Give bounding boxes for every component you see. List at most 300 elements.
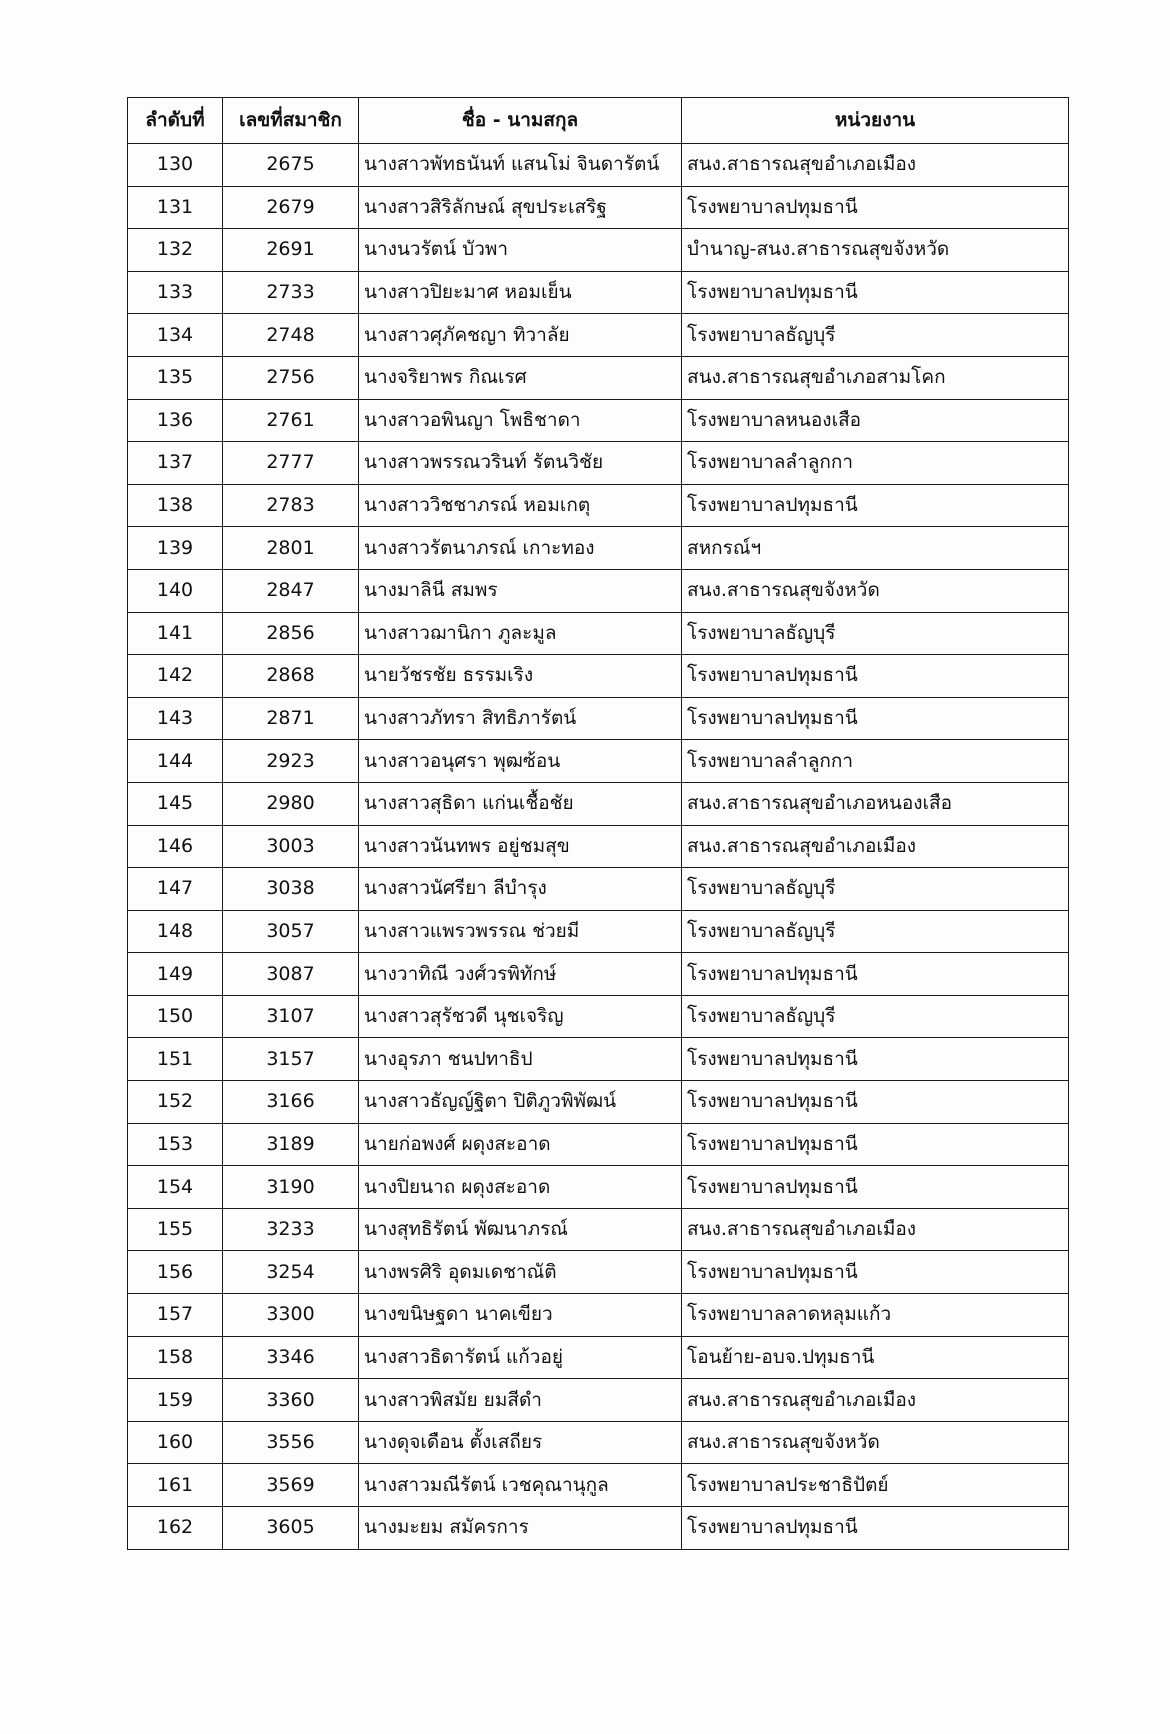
full-name-cell bbox=[359, 442, 682, 485]
agency-cell bbox=[682, 569, 1069, 612]
agency-cell bbox=[682, 995, 1069, 1038]
sequence-cell bbox=[128, 868, 223, 911]
full-name-cell-text: นางอุรภา ชนปทาธิป bbox=[364, 1047, 533, 1070]
full-name-cell bbox=[359, 484, 682, 527]
agency-cell-text: โรงพยาบาลธัญบุรี bbox=[687, 919, 836, 942]
agency-cell bbox=[682, 356, 1069, 399]
agency-cell bbox=[682, 655, 1069, 698]
header-member-number: เลขที่สมาชิก bbox=[223, 98, 359, 144]
full-name-cell bbox=[359, 868, 682, 911]
member-number-cell bbox=[223, 271, 359, 314]
agency-cell-text: โรงพยาบาลหนองเสือ bbox=[687, 408, 862, 431]
table-row bbox=[128, 1464, 1069, 1507]
full-name-cell-text: นางปิยนาถ ผดุงสะอาด bbox=[364, 1175, 551, 1198]
table-row bbox=[128, 1251, 1069, 1294]
table-row bbox=[128, 1123, 1069, 1166]
member-number-cell bbox=[223, 782, 359, 825]
sequence-cell-text: 161 bbox=[156, 1473, 194, 1496]
full-name-cell bbox=[359, 1038, 682, 1081]
sequence-cell bbox=[128, 1379, 223, 1422]
full-name-cell-text: นางสาวมณีรัตน์ เวชคุณานุกูล bbox=[364, 1473, 609, 1496]
table-row bbox=[128, 953, 1069, 996]
sequence-cell bbox=[128, 612, 223, 655]
table-row bbox=[128, 399, 1069, 442]
member-number-cell bbox=[223, 484, 359, 527]
member-number-cell bbox=[223, 144, 359, 187]
sequence-cell-text: 154 bbox=[156, 1175, 194, 1198]
table-row bbox=[128, 868, 1069, 911]
table-row bbox=[128, 1507, 1069, 1550]
member-number-cell bbox=[223, 868, 359, 911]
sequence-cell bbox=[128, 527, 223, 570]
member-number-cell bbox=[223, 1464, 359, 1507]
agency-cell bbox=[682, 484, 1069, 527]
member-number-cell bbox=[223, 399, 359, 442]
full-name-cell bbox=[359, 1336, 682, 1379]
sequence-cell bbox=[128, 910, 223, 953]
sequence-cell-text: 131 bbox=[156, 195, 194, 218]
agency-cell-text: โรงพยาบาลปทุมธานี bbox=[687, 1132, 858, 1155]
agency-cell bbox=[682, 1294, 1069, 1337]
sequence-cell bbox=[128, 1251, 223, 1294]
agency-cell bbox=[682, 527, 1069, 570]
agency-cell-text: โรงพยาบาลธัญบุรี bbox=[687, 1005, 836, 1028]
full-name-cell bbox=[359, 569, 682, 612]
table-row bbox=[128, 484, 1069, 527]
sequence-cell bbox=[128, 399, 223, 442]
agency-cell-text: บำนาญ-สนง.สาธารณสุขจังหวัด bbox=[687, 238, 950, 261]
full-name-cell bbox=[359, 1251, 682, 1294]
full-name-cell bbox=[359, 612, 682, 655]
full-name-cell-text: นางมะยม สมัครการ bbox=[364, 1516, 529, 1539]
member-number-cell bbox=[223, 442, 359, 485]
member-number-cell bbox=[223, 1379, 359, 1422]
agency-cell bbox=[682, 1123, 1069, 1166]
agency-cell-text: สนง.สาธารณสุขอำเภอเมือง bbox=[687, 153, 917, 176]
sequence-cell bbox=[128, 1208, 223, 1251]
member-number-cell-text: 3166 bbox=[266, 1090, 315, 1113]
member-number-cell bbox=[223, 229, 359, 272]
sequence-cell-text: 156 bbox=[156, 1260, 194, 1283]
agency-cell bbox=[682, 399, 1069, 442]
sequence-cell-text: 134 bbox=[156, 323, 194, 346]
table-row bbox=[128, 229, 1069, 272]
member-number-cell-text: 3346 bbox=[266, 1345, 315, 1368]
member-number-cell-text: 3087 bbox=[266, 962, 315, 985]
sequence-cell bbox=[128, 1507, 223, 1550]
member-number-cell bbox=[223, 1336, 359, 1379]
member-number-cell bbox=[223, 1081, 359, 1124]
agency-cell-text: สหกรณ์ฯ bbox=[687, 536, 762, 559]
member-number-cell-text: 2761 bbox=[266, 408, 315, 431]
full-name-cell-text: นางสาวรัตนาภรณ์ เกาะทอง bbox=[364, 536, 595, 559]
table-row bbox=[128, 655, 1069, 698]
sequence-cell bbox=[128, 655, 223, 698]
full-name-cell-text: นางนวรัตน์ บัวพา bbox=[364, 238, 509, 261]
sequence-cell-text: 153 bbox=[156, 1132, 194, 1155]
sequence-cell-text: 157 bbox=[156, 1303, 194, 1326]
member-number-cell-text: 2756 bbox=[266, 366, 315, 389]
sequence-cell-text: 133 bbox=[156, 281, 194, 304]
agency-cell-text: โรงพยาบาลปทุมธานี bbox=[687, 1516, 858, 1539]
sequence-cell-text: 160 bbox=[156, 1431, 194, 1454]
full-name-cell bbox=[359, 1208, 682, 1251]
table-row bbox=[128, 1421, 1069, 1464]
sequence-cell-text: 151 bbox=[156, 1047, 194, 1070]
full-name-cell-text: นางสาวศุภัคชญา ทิวาลัย bbox=[364, 323, 570, 346]
agency-cell-text: โรงพยาบาลปทุมธานี bbox=[687, 281, 858, 304]
full-name-cell-text: นางสาวพัทธนันท์ แสนโม่ จินดารัตน์ bbox=[364, 153, 660, 176]
agency-cell-text: โรงพยาบาลปทุมธานี bbox=[687, 1090, 858, 1113]
table-row bbox=[128, 1294, 1069, 1337]
agency-cell bbox=[682, 144, 1069, 187]
member-number-cell-text: 2801 bbox=[266, 536, 315, 559]
agency-cell bbox=[682, 1507, 1069, 1550]
member-number-cell bbox=[223, 1294, 359, 1337]
member-number-cell-text: 3038 bbox=[266, 877, 315, 900]
table-row bbox=[128, 527, 1069, 570]
member-number-cell-text: 3300 bbox=[266, 1303, 315, 1326]
member-number-cell-text: 3003 bbox=[266, 834, 315, 857]
member-number-cell bbox=[223, 1038, 359, 1081]
member-number-cell-text: 3107 bbox=[266, 1005, 315, 1028]
full-name-cell-text: นางสาวภัทรา สิทธิภารัตน์ bbox=[364, 707, 577, 730]
table-row bbox=[128, 1038, 1069, 1081]
full-name-cell bbox=[359, 1081, 682, 1124]
table-row bbox=[128, 186, 1069, 229]
member-number-cell-text: 2691 bbox=[266, 238, 315, 261]
agency-cell bbox=[682, 442, 1069, 485]
sequence-cell bbox=[128, 1421, 223, 1464]
sequence-cell-text: 159 bbox=[156, 1388, 194, 1411]
full-name-cell bbox=[359, 825, 682, 868]
full-name-cell-text: นางสาวธัญญ์ฐิตา ปิติภูวพิพัฒน์ bbox=[364, 1090, 617, 1113]
agency-cell bbox=[682, 1081, 1069, 1124]
full-name-cell-text: นางสาวอพินญา โพธิชาดา bbox=[364, 408, 581, 431]
full-name-cell bbox=[359, 229, 682, 272]
table-row bbox=[128, 314, 1069, 357]
member-number-cell-text: 3556 bbox=[266, 1431, 315, 1454]
agency-cell bbox=[682, 868, 1069, 911]
agency-cell-text: โรงพยาบาลธัญบุรี bbox=[687, 877, 836, 900]
member-number-cell-text: 2871 bbox=[266, 707, 315, 730]
table-row bbox=[128, 356, 1069, 399]
sequence-cell bbox=[128, 1294, 223, 1337]
member-number-cell bbox=[223, 1507, 359, 1550]
sequence-cell-text: 138 bbox=[156, 494, 194, 517]
agency-cell-text: โรงพยาบาลลำลูกกา bbox=[687, 451, 854, 474]
table-row bbox=[128, 569, 1069, 612]
member-number-cell-text: 2847 bbox=[266, 579, 315, 602]
sequence-cell-text: 135 bbox=[156, 366, 194, 389]
agency-cell bbox=[682, 314, 1069, 357]
agency-cell bbox=[682, 1379, 1069, 1422]
member-number-cell bbox=[223, 953, 359, 996]
full-name-cell bbox=[359, 953, 682, 996]
sequence-cell bbox=[128, 229, 223, 272]
full-name-cell bbox=[359, 399, 682, 442]
member-number-cell-text: 2980 bbox=[266, 792, 315, 815]
table-row bbox=[128, 612, 1069, 655]
full-name-cell-text: นางสาวอนุศรา พุฒซ้อน bbox=[364, 749, 561, 772]
member-number-cell-text: 2675 bbox=[266, 153, 315, 176]
member-number-cell-text: 3189 bbox=[266, 1132, 315, 1155]
sequence-cell-text: 130 bbox=[156, 153, 194, 176]
sequence-cell-text: 141 bbox=[156, 621, 194, 644]
agency-cell bbox=[682, 697, 1069, 740]
sequence-cell-text: 140 bbox=[156, 579, 194, 602]
member-number-cell bbox=[223, 825, 359, 868]
sequence-cell bbox=[128, 953, 223, 996]
full-name-cell bbox=[359, 740, 682, 783]
full-name-cell-text: นางสาวสุรัชวดี นุชเจริญ bbox=[364, 1005, 564, 1028]
agency-cell bbox=[682, 1421, 1069, 1464]
sequence-cell bbox=[128, 186, 223, 229]
table-body bbox=[128, 144, 1069, 1550]
agency-cell-text: โรงพยาบาลปทุมธานี bbox=[687, 962, 858, 985]
sequence-cell bbox=[128, 1038, 223, 1081]
table-row bbox=[128, 442, 1069, 485]
full-name-cell-text: นายวัชรชัย ธรรมเริง bbox=[364, 664, 534, 687]
full-name-cell-text: นางสาวพรรณวรินท์ รัตนวิชัย bbox=[364, 451, 604, 474]
table-row bbox=[128, 782, 1069, 825]
agency-cell-text: สนง.สาธารณสุขอำเภอเมือง bbox=[687, 834, 917, 857]
member-number-cell bbox=[223, 1166, 359, 1209]
member-number-cell bbox=[223, 186, 359, 229]
agency-cell bbox=[682, 1038, 1069, 1081]
member-number-cell-text: 3190 bbox=[266, 1175, 315, 1198]
agency-cell-text: โรงพยาบาลประชาธิปัตย์ bbox=[687, 1473, 889, 1496]
table-row bbox=[128, 1081, 1069, 1124]
full-name-cell-text: นางสาววิชชาภรณ์ หอมเกตุ bbox=[364, 494, 591, 517]
header-sequence: ลำดับที่ bbox=[128, 98, 223, 144]
table-row bbox=[128, 1208, 1069, 1251]
header-row bbox=[128, 98, 1069, 144]
sequence-cell bbox=[128, 144, 223, 187]
full-name-cell bbox=[359, 1464, 682, 1507]
sequence-cell bbox=[128, 442, 223, 485]
agency-cell bbox=[682, 186, 1069, 229]
table-row bbox=[128, 910, 1069, 953]
member-number-cell-text: 2923 bbox=[266, 749, 315, 772]
sequence-cell bbox=[128, 271, 223, 314]
member-number-cell-text: 3569 bbox=[266, 1473, 315, 1496]
agency-cell-text: โรงพยาบาลปทุมธานี bbox=[687, 494, 858, 517]
table-row bbox=[128, 1336, 1069, 1379]
sequence-cell-text: 144 bbox=[156, 749, 194, 772]
full-name-cell bbox=[359, 697, 682, 740]
sequence-cell bbox=[128, 314, 223, 357]
sequence-cell-text: 136 bbox=[156, 408, 194, 431]
agency-cell bbox=[682, 229, 1069, 272]
sequence-cell-text: 152 bbox=[156, 1090, 194, 1113]
full-name-cell bbox=[359, 1123, 682, 1166]
table-header bbox=[128, 98, 1069, 144]
member-table bbox=[127, 97, 1069, 1550]
agency-cell-text: สนง.สาธารณสุขอำเภอเมือง bbox=[687, 1388, 917, 1411]
full-name-cell-text: นางจริยาพร กิณเรศ bbox=[364, 366, 527, 389]
agency-cell-text: สนง.สาธารณสุขจังหวัด bbox=[687, 579, 880, 602]
agency-cell-text: โรงพยาบาลลาดหลุมแก้ว bbox=[687, 1303, 892, 1326]
sequence-cell-text: 162 bbox=[156, 1516, 194, 1539]
full-name-cell-text: นางมาลินี สมพร bbox=[364, 579, 498, 602]
table-row bbox=[128, 1379, 1069, 1422]
agency-cell bbox=[682, 825, 1069, 868]
member-number-cell bbox=[223, 314, 359, 357]
full-name-cell bbox=[359, 1507, 682, 1550]
member-number-cell bbox=[223, 1123, 359, 1166]
member-number-cell-text: 2679 bbox=[266, 195, 315, 218]
agency-cell-text: โรงพยาบาลปทุมธานี bbox=[687, 1047, 858, 1070]
full-name-cell-text: นางสาวนันทพร อยู่ชมสุข bbox=[364, 834, 570, 857]
table-row bbox=[128, 697, 1069, 740]
full-name-cell-text: นายก่อพงศ์ ผดุงสะอาด bbox=[364, 1132, 551, 1155]
full-name-cell bbox=[359, 1379, 682, 1422]
member-number-cell bbox=[223, 569, 359, 612]
sequence-cell-text: 158 bbox=[156, 1345, 194, 1368]
member-number-cell bbox=[223, 655, 359, 698]
agency-cell-text: สนง.สาธารณสุขอำเภอหนองเสือ bbox=[687, 792, 953, 815]
agency-cell-text: โรงพยาบาลธัญบุรี bbox=[687, 323, 836, 346]
sequence-cell bbox=[128, 356, 223, 399]
member-number-cell-text: 2856 bbox=[266, 621, 315, 644]
full-name-cell bbox=[359, 1421, 682, 1464]
full-name-cell bbox=[359, 144, 682, 187]
agency-cell-text: โรงพยาบาลปทุมธานี bbox=[687, 664, 858, 687]
member-number-cell bbox=[223, 740, 359, 783]
full-name-cell-text: นางดุจเดือน ตั้งเสถียร bbox=[364, 1431, 543, 1454]
full-name-cell-text: นางสาวสิริลักษณ์ สุขประเสริฐ bbox=[364, 195, 607, 218]
member-number-cell bbox=[223, 995, 359, 1038]
agency-cell-text: สนง.สาธารณสุขอำเภอเมือง bbox=[687, 1218, 917, 1241]
full-name-cell bbox=[359, 356, 682, 399]
agency-cell bbox=[682, 1464, 1069, 1507]
agency-cell bbox=[682, 1336, 1069, 1379]
agency-cell bbox=[682, 1208, 1069, 1251]
sequence-cell bbox=[128, 1336, 223, 1379]
full-name-cell bbox=[359, 527, 682, 570]
table-row bbox=[128, 825, 1069, 868]
table-row bbox=[128, 995, 1069, 1038]
sequence-cell-text: 132 bbox=[156, 238, 194, 261]
agency-cell bbox=[682, 910, 1069, 953]
member-number-cell-text: 3360 bbox=[266, 1388, 315, 1411]
member-number-cell bbox=[223, 1421, 359, 1464]
table-row bbox=[128, 740, 1069, 783]
table-row bbox=[128, 1166, 1069, 1209]
sequence-cell-text: 146 bbox=[156, 834, 194, 857]
agency-cell bbox=[682, 740, 1069, 783]
full-name-cell bbox=[359, 271, 682, 314]
sequence-cell bbox=[128, 995, 223, 1038]
full-name-cell-text: นางวาทิณี วงศ์วรพิทักษ์ bbox=[364, 962, 557, 985]
full-name-cell bbox=[359, 1294, 682, 1337]
agency-cell-text: โอนย้าย-อบจ.ปทุมธานี bbox=[687, 1345, 875, 1368]
full-name-cell bbox=[359, 186, 682, 229]
full-name-cell bbox=[359, 782, 682, 825]
agency-cell-text: โรงพยาบาลลำลูกกา bbox=[687, 749, 854, 772]
full-name-cell-text: นางสาวฌานิกา ภูละมูล bbox=[364, 621, 557, 644]
agency-cell bbox=[682, 271, 1069, 314]
agency-cell-text: สนง.สาธารณสุขจังหวัด bbox=[687, 1431, 880, 1454]
sequence-cell-text: 145 bbox=[156, 792, 194, 815]
full-name-cell bbox=[359, 655, 682, 698]
agency-cell bbox=[682, 612, 1069, 655]
header-agency: หน่วยงาน bbox=[682, 98, 1069, 144]
full-name-cell-text: นางสาวธิดารัตน์ แก้วอยู่ bbox=[364, 1345, 564, 1368]
table-row bbox=[128, 144, 1069, 187]
agency-cell-text: โรงพยาบาลปทุมธานี bbox=[687, 1175, 858, 1198]
sequence-cell-text: 147 bbox=[156, 877, 194, 900]
full-name-cell-text: นางสาวปิยะมาศ หอมเย็น bbox=[364, 281, 572, 304]
sequence-cell-text: 149 bbox=[156, 962, 194, 985]
full-name-cell-text: นางสาวนัศรียา ลีบำรุง bbox=[364, 877, 547, 900]
sequence-cell bbox=[128, 782, 223, 825]
full-name-cell-text: นางสาวพิสมัย ยมสีดำ bbox=[364, 1388, 542, 1411]
agency-cell-text: โรงพยาบาลปทุมธานี bbox=[687, 1260, 858, 1283]
sequence-cell-text: 143 bbox=[156, 707, 194, 730]
member-number-cell-text: 2748 bbox=[266, 323, 315, 346]
sequence-cell bbox=[128, 1464, 223, 1507]
full-name-cell bbox=[359, 995, 682, 1038]
member-number-cell bbox=[223, 356, 359, 399]
sequence-cell-text: 150 bbox=[156, 1005, 194, 1028]
member-number-cell-text: 3254 bbox=[266, 1260, 315, 1283]
sequence-cell bbox=[128, 697, 223, 740]
member-number-cell-text: 2783 bbox=[266, 494, 315, 517]
member-number-cell-text: 3157 bbox=[266, 1047, 315, 1070]
agency-cell bbox=[682, 1251, 1069, 1294]
member-number-cell-text: 2868 bbox=[266, 664, 315, 687]
sequence-cell bbox=[128, 1123, 223, 1166]
table-row bbox=[128, 271, 1069, 314]
sequence-cell-text: 139 bbox=[156, 536, 194, 559]
header-full-name: ชื่อ - นามสกุล bbox=[359, 98, 682, 144]
sequence-cell bbox=[128, 569, 223, 612]
agency-cell-text: โรงพยาบาลปทุมธานี bbox=[687, 195, 858, 218]
sequence-cell bbox=[128, 825, 223, 868]
agency-cell bbox=[682, 1166, 1069, 1209]
full-name-cell-text: นางพรศิริ อุดมเดชาณัติ bbox=[364, 1260, 557, 1283]
agency-cell bbox=[682, 953, 1069, 996]
agency-cell-text: โรงพยาบาลธัญบุรี bbox=[687, 621, 836, 644]
sequence-cell bbox=[128, 1081, 223, 1124]
member-number-cell bbox=[223, 1251, 359, 1294]
full-name-cell-text: นางขนิษฐดา นาคเขียว bbox=[364, 1303, 553, 1326]
full-name-cell-text: นางสุทธิรัตน์ พัฒนาภรณ์ bbox=[364, 1218, 568, 1241]
sequence-cell-text: 155 bbox=[156, 1218, 194, 1241]
sequence-cell-text: 142 bbox=[156, 664, 194, 687]
member-number-cell bbox=[223, 697, 359, 740]
sequence-cell bbox=[128, 1166, 223, 1209]
member-number-cell-text: 3605 bbox=[266, 1516, 315, 1539]
full-name-cell bbox=[359, 1166, 682, 1209]
full-name-cell bbox=[359, 314, 682, 357]
sequence-cell bbox=[128, 484, 223, 527]
member-number-cell bbox=[223, 612, 359, 655]
full-name-cell-text: นางสาวสุธิดา แก่นเชื้อชัย bbox=[364, 792, 574, 815]
sequence-cell bbox=[128, 740, 223, 783]
agency-cell bbox=[682, 782, 1069, 825]
member-number-cell bbox=[223, 527, 359, 570]
full-name-cell-text: นางสาวแพรวพรรณ ช่วยมี bbox=[364, 919, 580, 942]
member-number-cell-text: 2733 bbox=[266, 281, 315, 304]
agency-cell-text: สนง.สาธารณสุขอำเภอสามโคก bbox=[687, 366, 946, 389]
member-number-cell-text: 2777 bbox=[266, 451, 315, 474]
member-number-cell-text: 3057 bbox=[266, 919, 315, 942]
agency-cell-text: โรงพยาบาลปทุมธานี bbox=[687, 707, 858, 730]
sequence-cell-text: 137 bbox=[156, 451, 194, 474]
